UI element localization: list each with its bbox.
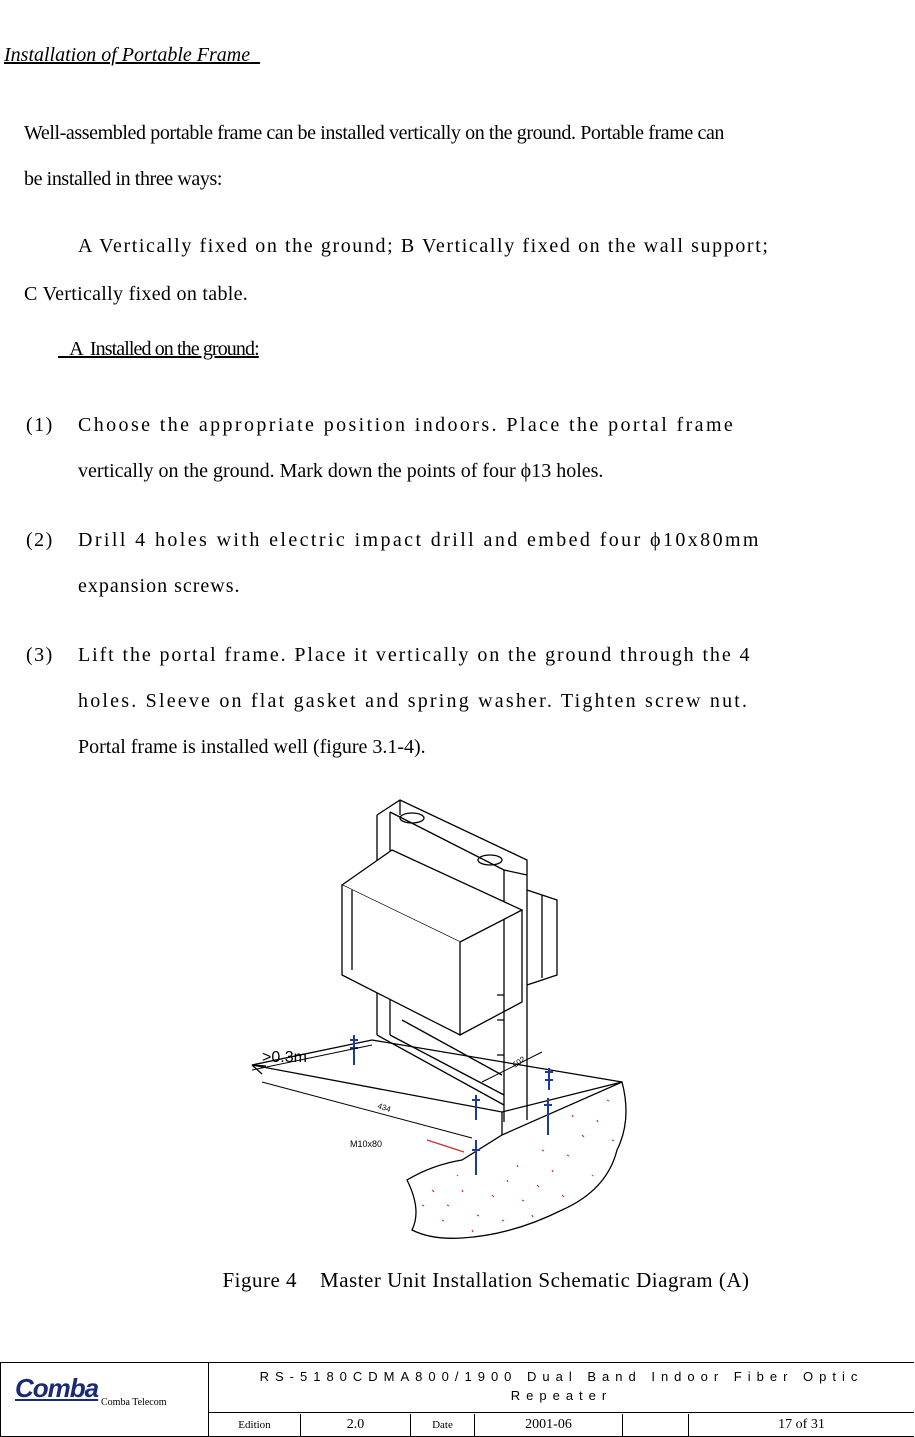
edition-label: Edition <box>209 1414 301 1436</box>
step-text: Choose the appropriate position indoors. Place the portal frame <box>78 414 736 436</box>
step-number: (1) <box>26 414 54 436</box>
step-text-continued: expansion screws. <box>78 575 241 597</box>
bolt-label: M10x80 <box>350 1139 383 1149</box>
date-label: Date <box>411 1414 475 1436</box>
document-title-line-2: Repeater <box>510 1388 613 1403</box>
installation-diagram <box>232 790 652 1242</box>
step-1 <box>26 402 886 494</box>
intro-paragraph <box>24 110 894 202</box>
dimension-a-label: 502 <box>510 1054 528 1070</box>
installation-options <box>24 222 914 318</box>
document-title-line-1: RS-5180CDMA800/1900 Dual Band Indoor Fiber Optic <box>259 1369 864 1384</box>
figure-caption: Figure 4 Master Unit Installation Schematic Diagram (A) <box>222 1268 750 1292</box>
step-text-continued: vertically on the ground. Mark down the points of four ϕ13 holes. <box>78 460 604 482</box>
subheading-ground: A Installed on the ground: <box>58 338 259 360</box>
blank-cell <box>623 1414 689 1436</box>
step-3 <box>26 632 886 770</box>
step-text: Lift the portal frame. Place it vertically on the ground through the 4 <box>78 644 752 666</box>
page-footer <box>0 1362 914 1437</box>
intro-line-2: be installed in three ways: <box>24 168 223 190</box>
document-title <box>209 1363 914 1413</box>
step-text-2: holes. Sleeve on flat gasket and spring washer. Tighten screw nut. <box>78 690 750 712</box>
step-number: (3) <box>26 644 54 666</box>
logo-subtitle: Comba Telecom <box>101 1397 167 1408</box>
step-text-continued: Portal frame is installed well (figure 3.1-4). <box>78 736 426 758</box>
step-number: (2) <box>26 529 54 551</box>
logo-wordmark: Comba <box>15 1373 99 1403</box>
dimension-b-label: 434 <box>376 1101 392 1115</box>
options-row-1: A Vertically fixed on the ground; B Vertically fixed on the wall support; <box>78 235 770 257</box>
step-text: Drill 4 holes with electric impact drill and embed four ϕ10x80mm <box>78 529 761 551</box>
page-number: 17 of 31 <box>778 1417 825 1432</box>
step-2 <box>26 517 886 609</box>
company-logo <box>1 1363 209 1436</box>
section-heading: Installation of Portable Frame <box>4 44 261 66</box>
ground-slab <box>252 1040 622 1115</box>
date-value: 2001-06 <box>475 1414 623 1436</box>
intro-line-1: Well-assembled portable frame can be installed vertically on the ground. Portable frame can <box>24 122 725 144</box>
clearance-label: >0.3m <box>262 1049 307 1066</box>
options-row-2: C Vertically fixed on table. <box>24 283 249 305</box>
edition-value: 2.0 <box>301 1414 411 1436</box>
